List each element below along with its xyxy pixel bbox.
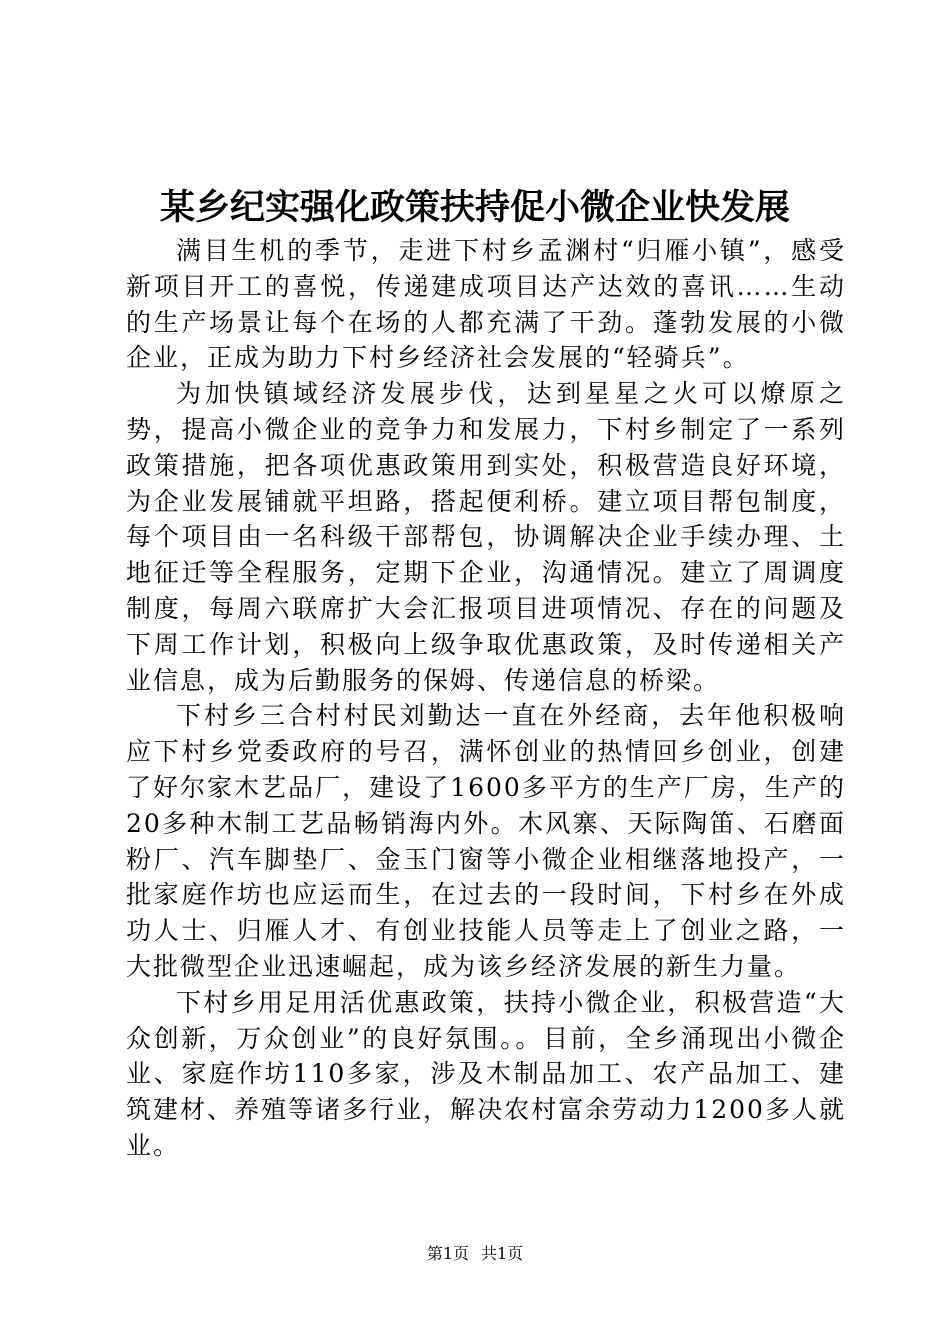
document-title: 某乡纪实强化政策扶持促小微企业快发展	[159, 188, 790, 228]
page-number: 第1页	[426, 1244, 469, 1263]
paragraph-2: 为加快镇域经济发展步伐，达到星星之火可以燎原之势，提高小微企业的竞争力和发展力，下村乡制定了一系列政策措施，把各项优惠政策用到实处，积极营造良好环境，为企业发展铺就平坦路，搭起便利桥。建立项目帮包制度，每个项目由一名科级干部帮包，协调解决企业手续办理、土地征迁等全程服务，定期下企业，沟通情况。建立了周调度制度，每周六联席扩大会汇报项目进项情况、存在的问题及下周工作计划，积极向上级争取优惠政策，及时传递相关产业信息，成为后勤服务的保姆、传递信息的桥梁。	[126, 379, 846, 695]
document-body	[126, 233, 846, 1164]
page-footer	[0, 1242, 950, 1266]
paragraph-3: 下村乡三合村村民刘勤达一直在外经商，去年他积极响应下村乡党委政府的号召，满怀创业的热情回乡创业，创建了好尔家木艺品厂，建设了1600多平方的生产厂房，生产的20多种木制工艺品畅销海内外。木风寨、天际陶笛、石磨面粉厂、汽车脚垫厂、金玉门窗等小微企业相继落地投产，一批家庭作坊也应运而生，在过去的一段时间，下村乡在外成功人士、归雁人才、有创业技能人员等走上了创业之路，一大批微型企业迅速崛起，成为该乡经济发展的新生力量。	[126, 701, 846, 981]
page-total: 共1页	[481, 1244, 524, 1263]
paragraph-1: 满目生机的季节，走进下村乡孟渊村“归雁小镇”，感受新项目开工的喜悦，传递建成项目达产达效的喜讯……生动的生产场景让每个在场的人都充满了干劲。蓬勃发展的小微企业，正成为助力下村乡经济社会发展的“轻骑兵”。	[126, 236, 846, 373]
paragraph-4: 下村乡用足用活优惠政策，扶持小微企业，积极营造“大众创新，万众创业”的良好氛围。。目前，全乡涌现出小微企业、家庭作坊110多家，涉及木制品加工、农产品加工、建筑建材、养殖等诸多行业，解决农村富余劳动力1200多人就业。	[126, 987, 846, 1160]
